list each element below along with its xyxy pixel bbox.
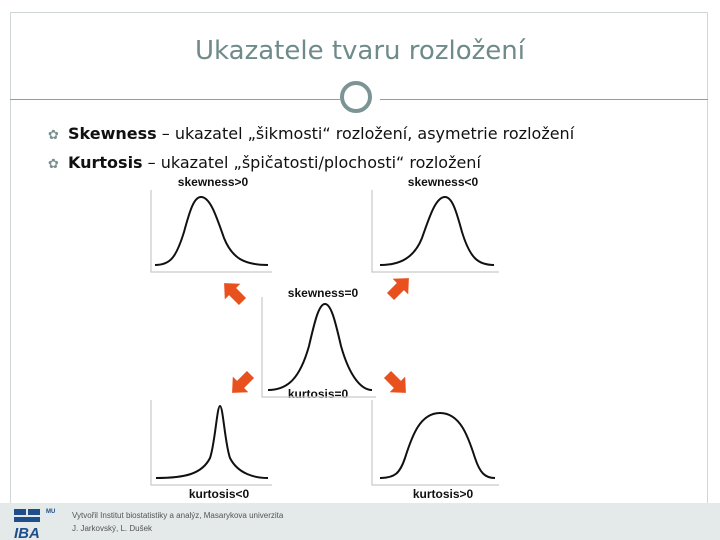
bullet-text: – ukazatel „špičatosti/plochosti“ rozložení [142,153,481,172]
label-kurtosis-positive: kurtosis>0 [412,487,474,501]
curve-kurtosis-negative [156,406,268,478]
bullet-text: – ukazatel „šikmosti“ rozložení, asymetrie rozložení [156,124,575,143]
panel-axes-top-left [151,190,272,272]
logo-small-text: MU [46,509,56,515]
label-skewness-zero: skewness=0 [287,286,359,300]
curve-skewness-positive [155,197,268,265]
footer-line-2: J. Jarkovský, L. Dušek [72,524,153,533]
bullet-icon: ✿ [48,157,59,172]
bullet-term: Kurtosis [68,153,143,172]
bullet-icon: ✿ [48,128,59,143]
curve-normal [268,304,372,390]
label-skewness-negative: skewness<0 [407,175,479,189]
iba-logo [10,505,58,540]
footer-line-1: Vytvořil Institut biostatistiky a analýz, Masarykova univerzita [72,511,284,520]
bullet-term: Skewness [68,124,157,143]
arrow-down-right-icon [380,367,414,401]
label-skewness-positive: skewness>0 [177,175,249,189]
curve-kurtosis-positive [380,413,495,478]
label-kurtosis-negative: kurtosis<0 [188,487,250,501]
arrow-down-left-icon [224,367,258,401]
arrow-up-left-icon [216,275,250,309]
label-kurtosis-zero: kurtosis=0 [287,387,349,401]
curve-skewness-negative [380,197,494,265]
slide-title: Ukazatele tvaru rozložení [195,36,525,66]
panel-axes-bottom-left [151,400,272,485]
footer-credits [72,509,283,535]
logo-text: IBA [14,525,40,540]
panel-axes-top-right [372,190,499,272]
arrow-up-right-icon [383,270,417,304]
